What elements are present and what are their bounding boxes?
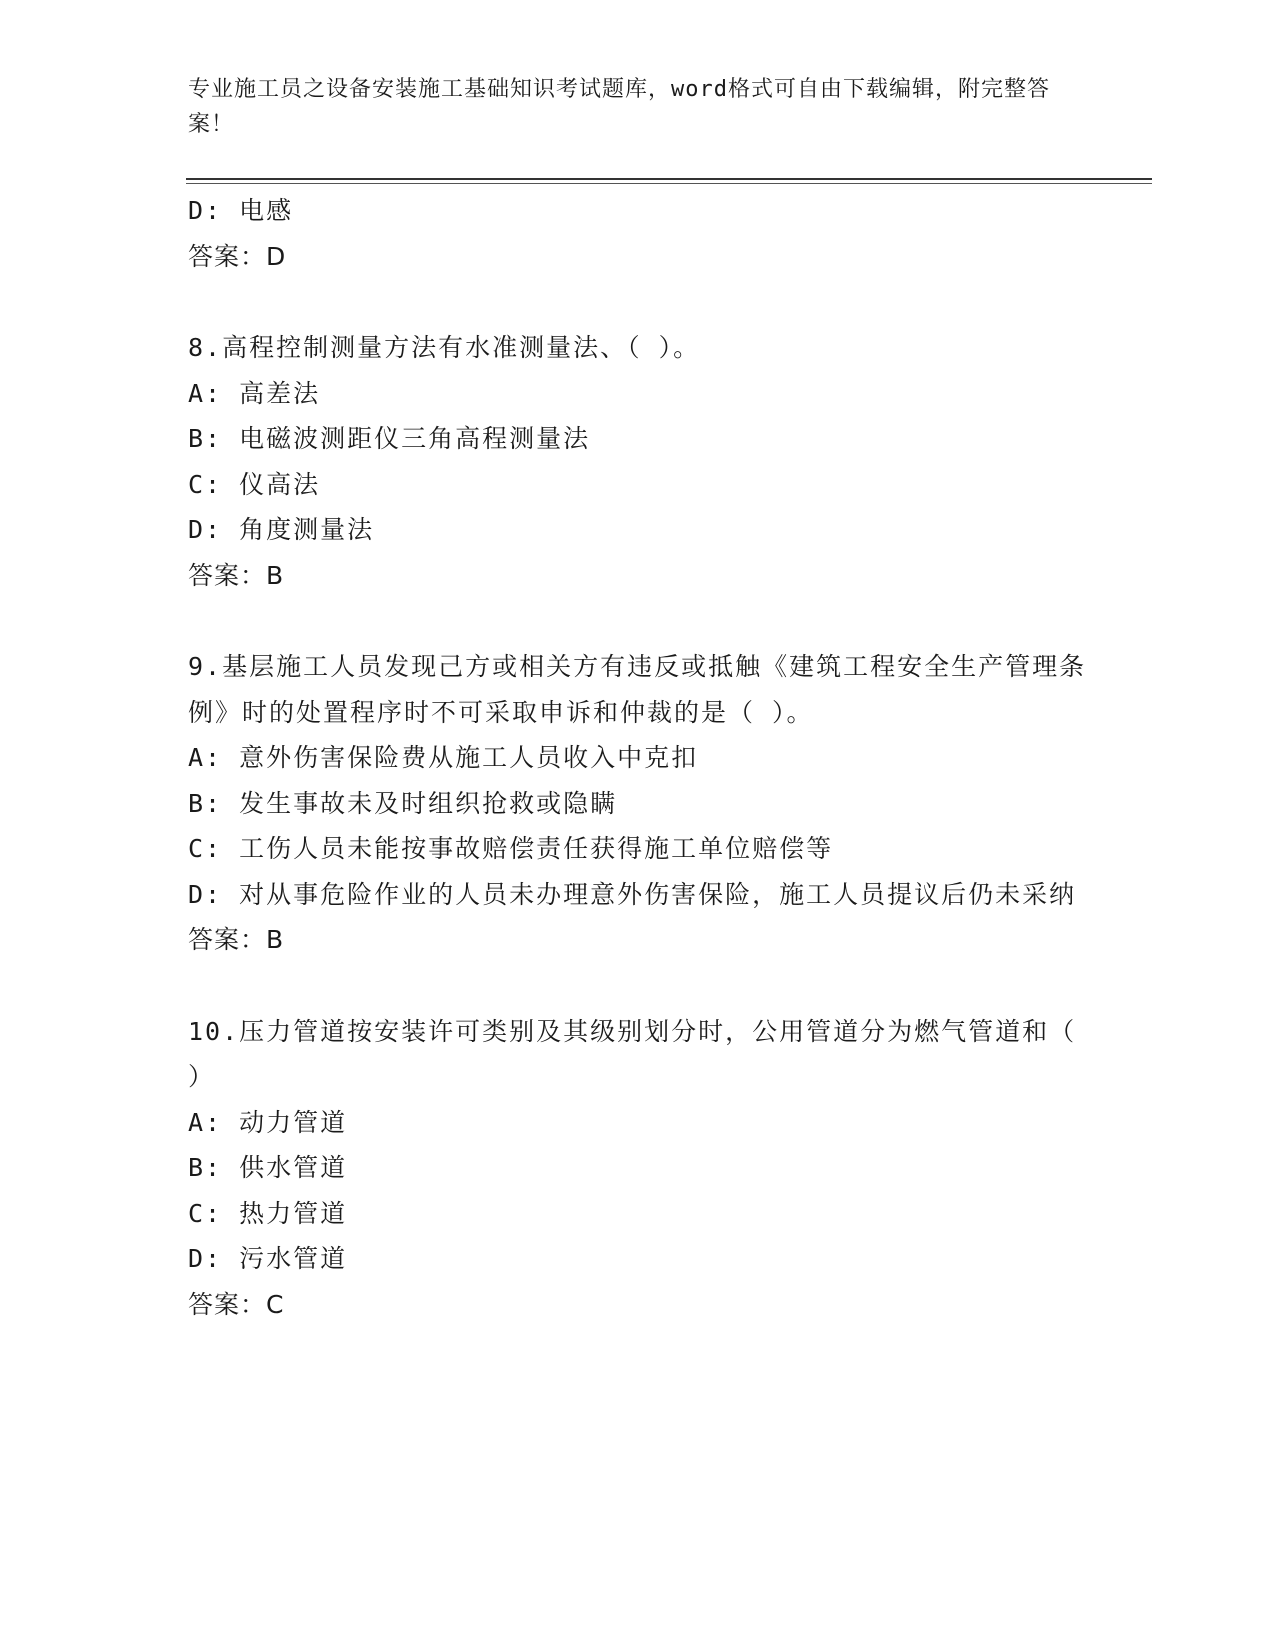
spacer bbox=[188, 598, 1088, 644]
question-stem: 10.压力管道按安装许可类别及其级别划分时，公用管道分为燃气管道和（ ） bbox=[188, 1016, 1077, 1091]
question-stem: 9.基层施工人员发现己方或相关方有违反或抵触《建筑工程安全生产管理条例》时的处置程序时不可采取申诉和仲裁的是（ ）。 bbox=[188, 652, 1087, 727]
option-a: A: 意外伤害保险费从施工人员收入中克扣 bbox=[188, 743, 699, 772]
option-c: C: 仪高法 bbox=[188, 469, 321, 499]
header-rule-thin bbox=[186, 183, 1152, 184]
answer-line: 答案：C bbox=[188, 1289, 285, 1319]
option-a: A: 动力管道 bbox=[188, 1107, 348, 1137]
option-d: D: 对从事危险作业的人员未办理意外伤害保险，施工人员提议后仍未采纳 bbox=[188, 879, 1077, 909]
option-d: D: 电感 bbox=[188, 196, 294, 225]
spacer bbox=[188, 279, 1088, 325]
option-c: C: 热力管道 bbox=[188, 1198, 348, 1228]
option-a: A: 高差法 bbox=[188, 378, 321, 408]
option-d: D: 污水管道 bbox=[188, 1244, 348, 1273]
option-d: D: 角度测量法 bbox=[188, 515, 375, 544]
question-9 bbox=[188, 644, 1088, 963]
answer-line: 答案：B bbox=[188, 560, 285, 590]
answer-line: 答案：D bbox=[188, 241, 287, 271]
previous-question-tail bbox=[188, 188, 1088, 279]
spacer bbox=[188, 963, 1088, 1009]
document-header: 专业施工员之设备安装施工基础知识考试题库，word格式可自由下载编辑，附完整答案！ bbox=[188, 77, 1050, 137]
answer-line: 答案：B bbox=[188, 925, 285, 954]
question-8 bbox=[188, 325, 1088, 598]
option-b: B: 供水管道 bbox=[188, 1153, 348, 1182]
header-rule-thick bbox=[186, 178, 1152, 180]
question-stem: 8.高程控制测量方法有水准测量法、（ ）。 bbox=[188, 333, 701, 362]
option-b: B: 发生事故未及时组织抢救或隐瞒 bbox=[188, 788, 618, 818]
question-10 bbox=[188, 1009, 1088, 1328]
option-c: C: 工伤人员未能按事故赔偿责任获得施工单位赔偿等 bbox=[188, 834, 834, 863]
option-b: B: 电磁波测距仪三角高程测量法 bbox=[188, 424, 591, 453]
question-content bbox=[188, 188, 1088, 1327]
